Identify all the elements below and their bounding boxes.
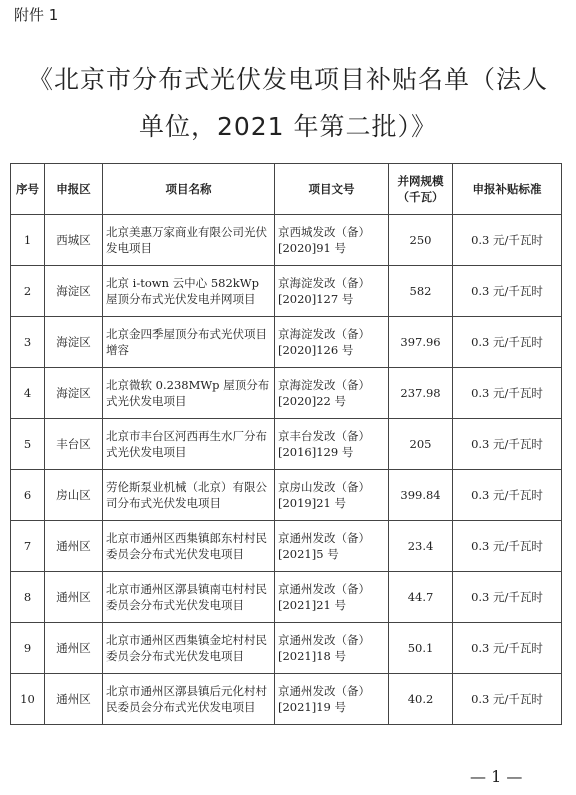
- cell-capacity: 582: [389, 266, 453, 317]
- cell-capacity: 44.7: [389, 572, 453, 623]
- cell-district: 房山区: [45, 470, 103, 521]
- document-title-line1: 《北京市分布式光伏发电项目补贴名单（法人: [27, 65, 548, 94]
- cell-index: 5: [11, 419, 45, 470]
- table-row: [11, 317, 562, 368]
- header-project-name: 项目名称: [103, 164, 275, 215]
- page-number: — 1 —: [470, 767, 523, 786]
- cell-project-name: 北京市通州区西集镇金坨村村民委员会分布式光伏发电项目: [103, 623, 275, 674]
- cell-district: 通州区: [45, 623, 103, 674]
- cell-capacity: 50.1: [389, 623, 453, 674]
- cell-index: 6: [11, 470, 45, 521]
- cell-doc-no: 京海淀发改（备）[2020]126 号: [275, 317, 389, 368]
- cell-doc-no: 京海淀发改（备）[2020]127 号: [275, 266, 389, 317]
- cell-project-name: 北京市丰台区河西再生水厂分布式光伏发电项目: [103, 419, 275, 470]
- cell-doc-no: 京西城发改（备）[2020]91 号: [275, 215, 389, 266]
- cell-project-name: 劳伦斯泵业机械（北京）有限公司分布式光伏发电项目: [103, 470, 275, 521]
- cell-project-name: 北京市通州区漷县镇后元化村村民委员会分布式光伏发电项目: [103, 674, 275, 725]
- cell-district: 丰台区: [45, 419, 103, 470]
- cell-capacity: 399.84: [389, 470, 453, 521]
- cell-district: 通州区: [45, 521, 103, 572]
- table-row: [11, 521, 562, 572]
- attachment-label: 附件 1: [14, 6, 59, 24]
- cell-subsidy: 0.3 元/千瓦时: [453, 266, 562, 317]
- cell-capacity: 397.96: [389, 317, 453, 368]
- table-row: [11, 368, 562, 419]
- cell-capacity: 205: [389, 419, 453, 470]
- cell-doc-no: 京丰台发改（备）[2016]129 号: [275, 419, 389, 470]
- document-title-line2: 单位，2021 年第二批）》: [138, 112, 438, 141]
- cell-doc-no: 京通州发改（备）[2021]5 号: [275, 521, 389, 572]
- cell-index: 4: [11, 368, 45, 419]
- cell-project-name: 北京 i-town 云中心 582kWp 屋顶分布式光伏发电并网项目: [103, 266, 275, 317]
- cell-index: 3: [11, 317, 45, 368]
- cell-capacity: 40.2: [389, 674, 453, 725]
- header-subsidy-standard: 申报补贴标准: [453, 164, 562, 215]
- header-project-doc-no: 项目文号: [275, 164, 389, 215]
- header-index: 序号: [11, 164, 45, 215]
- cell-district: 海淀区: [45, 266, 103, 317]
- cell-index: 1: [11, 215, 45, 266]
- subsidy-table: [10, 163, 562, 725]
- table-row: [11, 419, 562, 470]
- table-row: [11, 623, 562, 674]
- header-capacity: 并网规模（千瓦）: [389, 164, 453, 215]
- cell-index: 2: [11, 266, 45, 317]
- cell-doc-no: 京通州发改（备）[2021]21 号: [275, 572, 389, 623]
- table-row: [11, 674, 562, 725]
- cell-project-name: 北京金四季屋顶分布式光伏项目增容: [103, 317, 275, 368]
- cell-index: 10: [11, 674, 45, 725]
- table-header-row: [11, 164, 562, 215]
- cell-doc-no: 京通州发改（备）[2021]19 号: [275, 674, 389, 725]
- cell-index: 7: [11, 521, 45, 572]
- cell-doc-no: 京海淀发改（备）[2020]22 号: [275, 368, 389, 419]
- cell-subsidy: 0.3 元/千瓦时: [453, 368, 562, 419]
- cell-index: 9: [11, 623, 45, 674]
- table-row: [11, 215, 562, 266]
- cell-index: 8: [11, 572, 45, 623]
- cell-project-name: 北京市通州区西集镇郎东村村民委员会分布式光伏发电项目: [103, 521, 275, 572]
- cell-subsidy: 0.3 元/千瓦时: [453, 623, 562, 674]
- cell-subsidy: 0.3 元/千瓦时: [453, 317, 562, 368]
- cell-subsidy: 0.3 元/千瓦时: [453, 470, 562, 521]
- cell-doc-no: 京房山发改（备）[2019]21 号: [275, 470, 389, 521]
- cell-subsidy: 0.3 元/千瓦时: [453, 572, 562, 623]
- cell-subsidy: 0.3 元/千瓦时: [453, 674, 562, 725]
- table-row: [11, 266, 562, 317]
- cell-district: 通州区: [45, 572, 103, 623]
- cell-capacity: 237.98: [389, 368, 453, 419]
- cell-district: 海淀区: [45, 317, 103, 368]
- cell-project-name: 北京市通州区漷县镇南屯村村民委员会分布式光伏发电项目: [103, 572, 275, 623]
- cell-capacity: 250: [389, 215, 453, 266]
- cell-project-name: 北京美惠万家商业有限公司光伏发电项目: [103, 215, 275, 266]
- table-row: [11, 572, 562, 623]
- cell-subsidy: 0.3 元/千瓦时: [453, 215, 562, 266]
- cell-doc-no: 京通州发改（备）[2021]18 号: [275, 623, 389, 674]
- cell-district: 海淀区: [45, 368, 103, 419]
- cell-project-name: 北京微软 0.238MWp 屋顶分布式光伏发电项目: [103, 368, 275, 419]
- cell-subsidy: 0.3 元/千瓦时: [453, 521, 562, 572]
- header-district: 申报区: [45, 164, 103, 215]
- cell-district: 通州区: [45, 674, 103, 725]
- table-row: [11, 470, 562, 521]
- cell-district: 西城区: [45, 215, 103, 266]
- cell-subsidy: 0.3 元/千瓦时: [453, 419, 562, 470]
- cell-capacity: 23.4: [389, 521, 453, 572]
